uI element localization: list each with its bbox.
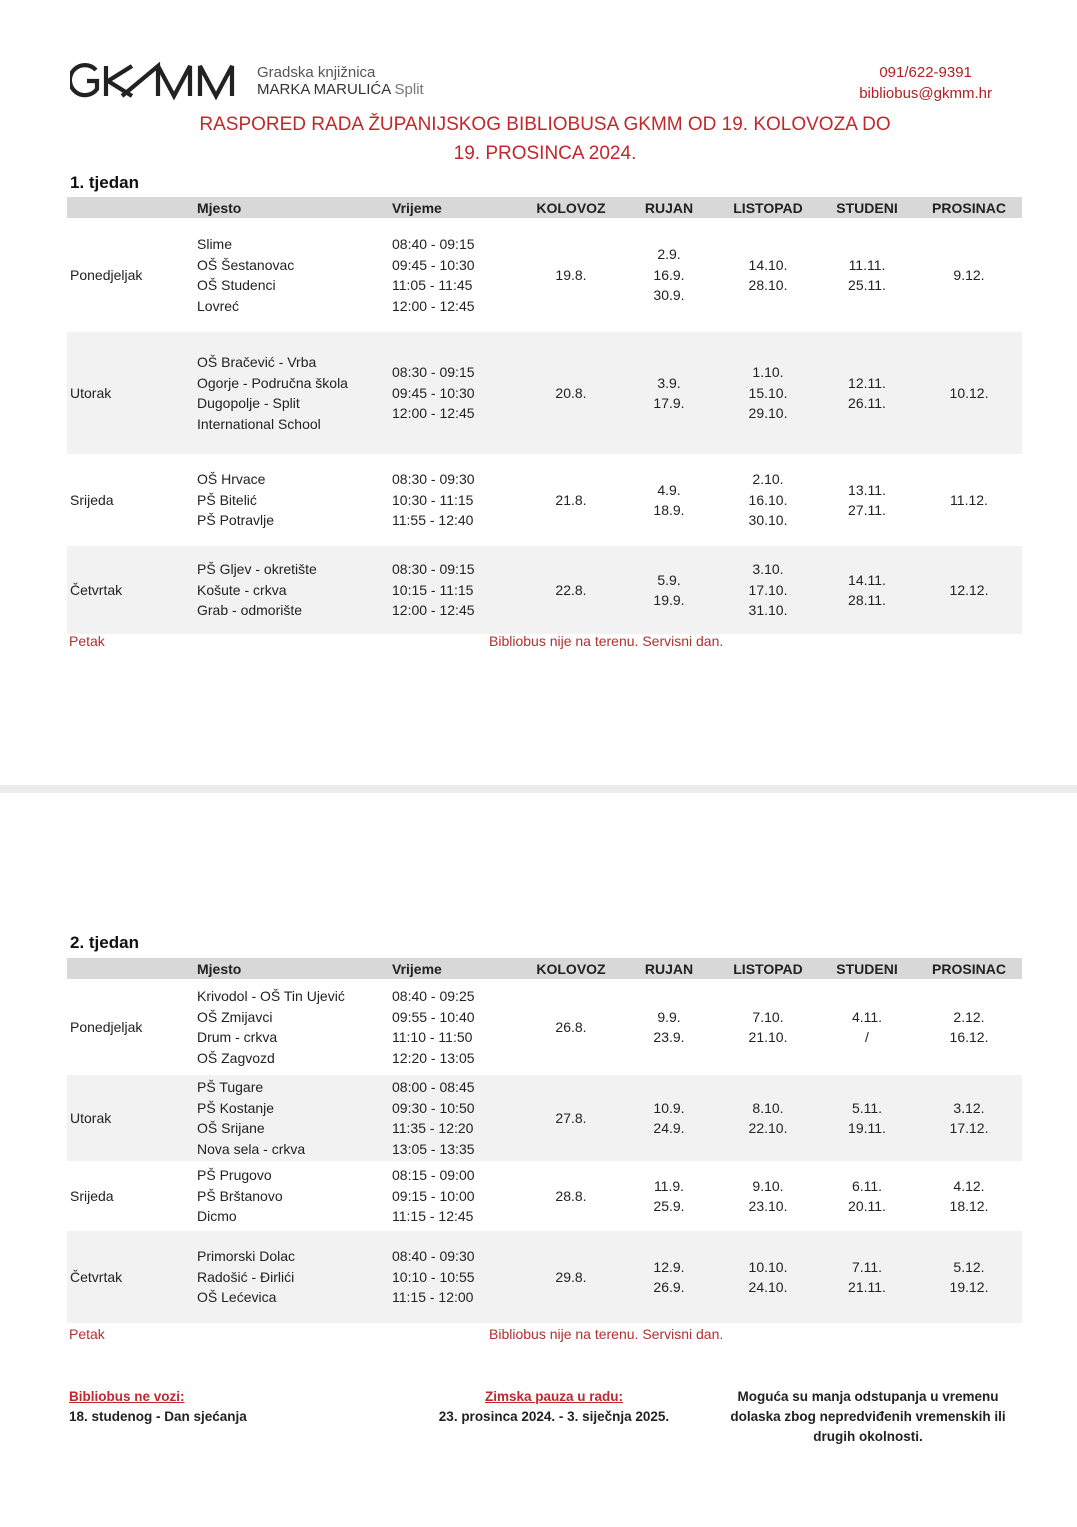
place-cell bbox=[197, 1075, 392, 1161]
rujan-dates-item: 9.9. bbox=[657, 1008, 681, 1025]
place-item: OŠ Hrvace bbox=[197, 471, 266, 488]
header-rujan: RUJAN bbox=[620, 958, 718, 979]
contact-info bbox=[859, 62, 992, 104]
studeni-dates-item: 21.11. bbox=[848, 1279, 886, 1295]
listopad-dates-item: 10.10. bbox=[748, 1258, 788, 1275]
page-title bbox=[160, 110, 930, 168]
studeni-dates-item: 13.11. bbox=[848, 481, 886, 498]
library-name-line2 bbox=[257, 81, 424, 98]
prosinac-dates-item: 11.12. bbox=[950, 491, 988, 508]
no-service-text: 18. studenog - Dan sjećanja bbox=[69, 1409, 247, 1424]
rujan-dates-item: 11.9. bbox=[653, 1177, 685, 1194]
prosinac-dates-cell bbox=[916, 1161, 1022, 1231]
listopad-dates-cell bbox=[718, 218, 818, 332]
studeni-dates-item: 7.11. bbox=[851, 1258, 883, 1275]
time-item: 08:15 - 09:00 bbox=[392, 1167, 475, 1184]
studeni-dates-cell bbox=[818, 454, 916, 546]
kolovoz-dates-item: 29.8. bbox=[555, 1268, 587, 1285]
studeni-dates-item: 27.11. bbox=[848, 502, 886, 518]
listopad-dates-item: 7.10. bbox=[752, 1008, 784, 1025]
listopad-dates-item: 29.10. bbox=[748, 405, 788, 422]
disclaimer-line-1: Moguća su manja odstupanja u vremenu bbox=[737, 1389, 999, 1404]
page-separator bbox=[0, 785, 1077, 793]
day-cell: Četvrtak bbox=[67, 546, 197, 634]
studeni-dates-cell bbox=[818, 546, 916, 634]
time-cell bbox=[392, 332, 522, 454]
rujan-dates-item: 18.9. bbox=[653, 502, 685, 518]
place-item: PŠ Kostanje bbox=[197, 1099, 275, 1116]
prosinac-dates-item: 18.12. bbox=[949, 1198, 989, 1214]
time-item: 12:00 - 12:45 bbox=[392, 602, 475, 619]
place-cell bbox=[197, 454, 392, 546]
place-item: Nova sela - crkva bbox=[197, 1140, 306, 1157]
place-cell bbox=[197, 546, 392, 634]
table-row bbox=[67, 218, 1022, 332]
footer-winter-break bbox=[404, 1387, 704, 1427]
kolovoz-dates-cell bbox=[522, 454, 620, 546]
listopad-dates-cell bbox=[718, 1161, 818, 1231]
kolovoz-dates-cell bbox=[522, 1231, 620, 1323]
rujan-dates-cell bbox=[620, 979, 718, 1075]
rujan-dates-item: 10.9. bbox=[653, 1099, 685, 1116]
header-listopad: LISTOPAD bbox=[718, 958, 818, 979]
rujan-dates-item: 25.9. bbox=[653, 1198, 685, 1214]
time-item: 08:00 - 08:45 bbox=[392, 1079, 475, 1095]
header-place: Mjesto bbox=[197, 958, 392, 979]
time-item: 11:05 - 11:45 bbox=[392, 277, 473, 293]
time-item: 13:05 - 13:35 bbox=[392, 1140, 475, 1157]
rujan-dates-cell bbox=[620, 546, 718, 634]
kolovoz-dates-item: 26.8. bbox=[555, 1018, 587, 1035]
library-name-main: MARKA MARULIĆA bbox=[257, 81, 391, 98]
header-day bbox=[67, 958, 197, 979]
listopad-dates-item: 15.10. bbox=[748, 384, 788, 401]
library-city: Split bbox=[394, 81, 424, 98]
rujan-dates-item: 23.9. bbox=[653, 1029, 685, 1045]
place-item: International School bbox=[197, 415, 321, 432]
place-cell bbox=[197, 218, 392, 332]
time-item: 09:30 - 10:50 bbox=[392, 1099, 475, 1116]
studeni-dates-item: 28.11. bbox=[848, 592, 886, 608]
rujan-dates-item: 12.9. bbox=[653, 1258, 685, 1275]
place-item: PŠ Bitelić bbox=[197, 491, 257, 508]
place-item: OŠ Zmijavci bbox=[197, 1008, 273, 1025]
time-item: 11:15 - 12:45 bbox=[392, 1208, 474, 1225]
table-row bbox=[67, 1075, 1022, 1161]
time-item: 12:00 - 12:45 bbox=[392, 297, 475, 314]
table-header-row bbox=[67, 958, 1022, 979]
place-item: Dicmo bbox=[197, 1208, 237, 1225]
kolovoz-dates-item: 20.8. bbox=[555, 384, 587, 401]
time-item: 10:15 - 11:15 bbox=[392, 581, 474, 598]
time-item: 10:10 - 10:55 bbox=[392, 1268, 475, 1285]
place-item: PŠ Tugare bbox=[197, 1079, 264, 1095]
listopad-dates-item: 22.10. bbox=[748, 1120, 788, 1136]
rujan-dates-cell bbox=[620, 218, 718, 332]
day-cell: Srijeda bbox=[70, 1187, 114, 1204]
kolovoz-dates-item: 27.8. bbox=[555, 1109, 587, 1126]
gkmm-logo-mark-icon bbox=[70, 62, 245, 100]
header-kolovoz: KOLOVOZ bbox=[522, 197, 620, 218]
rujan-dates-item: 3.9. bbox=[657, 374, 681, 391]
place-item: PŠ Prugovo bbox=[197, 1167, 272, 1184]
listopad-dates-item: 30.10. bbox=[748, 512, 788, 529]
day-cell: Ponedjeljak bbox=[70, 1018, 143, 1035]
listopad-dates-cell bbox=[718, 979, 818, 1075]
place-cell bbox=[197, 1231, 392, 1323]
kolovoz-dates-cell bbox=[522, 1075, 620, 1161]
day-cell: Ponedjeljak bbox=[70, 266, 143, 283]
week-1-schedule-table bbox=[67, 197, 1022, 634]
listopad-dates-cell bbox=[718, 454, 818, 546]
header-prosinac: PROSINAC bbox=[916, 197, 1022, 218]
prosinac-dates-item: 10.12. bbox=[949, 384, 989, 401]
kolovoz-dates-item: 21.8. bbox=[555, 491, 587, 508]
week-2-schedule-table bbox=[67, 958, 1022, 1323]
rujan-dates-item: 19.9. bbox=[653, 592, 685, 608]
time-cell bbox=[392, 1075, 522, 1161]
table-row bbox=[67, 1231, 1022, 1323]
kolovoz-dates-item: 19.8. bbox=[555, 266, 587, 283]
listopad-dates-item: 14.10. bbox=[748, 256, 788, 273]
studeni-dates-item: 25.11. bbox=[848, 277, 886, 293]
time-item: 11:10 - 11:50 bbox=[392, 1029, 473, 1045]
table-row bbox=[67, 979, 1022, 1075]
listopad-dates-item: 17.10. bbox=[748, 581, 788, 598]
studeni-dates-item: / bbox=[865, 1029, 869, 1045]
time-cell bbox=[392, 979, 522, 1075]
time-cell bbox=[392, 1231, 522, 1323]
listopad-dates-item: 1.10. bbox=[752, 364, 784, 381]
time-item: 12:20 - 13:05 bbox=[392, 1049, 475, 1066]
time-item: 11:15 - 12:00 bbox=[392, 1289, 474, 1306]
winter-break-text: 23. prosinca 2024. - 3. siječnja 2025. bbox=[438, 1409, 670, 1424]
header-rujan: RUJAN bbox=[620, 197, 718, 218]
rujan-dates-cell bbox=[620, 332, 718, 454]
time-item: 08:30 - 09:15 bbox=[392, 364, 475, 381]
header-time: Vrijeme bbox=[392, 958, 522, 979]
rujan-dates-item: 4.9. bbox=[657, 481, 681, 498]
listopad-dates-item: 3.10. bbox=[752, 561, 784, 578]
prosinac-dates-item: 4.12. bbox=[953, 1177, 985, 1194]
place-item: Lovreć bbox=[197, 297, 240, 314]
prosinac-dates-item: 3.12. bbox=[953, 1099, 985, 1116]
listopad-dates-item: 21.10. bbox=[748, 1029, 788, 1045]
day-cell: Utorak bbox=[67, 1075, 197, 1161]
time-cell bbox=[392, 546, 522, 634]
time-cell bbox=[392, 1161, 522, 1231]
listopad-dates-item: 16.10. bbox=[748, 491, 788, 508]
prosinac-dates-cell bbox=[916, 1075, 1022, 1161]
place-item: OŠ Šestanovac bbox=[197, 256, 295, 273]
prosinac-dates-item: 19.12. bbox=[949, 1279, 989, 1295]
studeni-dates-item: 26.11. bbox=[848, 395, 886, 411]
time-item: 09:45 - 10:30 bbox=[392, 256, 475, 273]
time-item: 08:40 - 09:25 bbox=[392, 988, 475, 1004]
prosinac-dates-item: 17.12. bbox=[949, 1120, 989, 1136]
time-item: 08:40 - 09:15 bbox=[392, 236, 475, 252]
time-item: 08:30 - 09:30 bbox=[392, 471, 475, 488]
prosinac-dates-item: 12.12. bbox=[949, 581, 989, 598]
rujan-dates-cell bbox=[620, 1075, 718, 1161]
prosinac-dates-cell bbox=[916, 218, 1022, 332]
no-service-heading: Bibliobus ne vozi: bbox=[69, 1389, 185, 1404]
friday-label: Petak bbox=[69, 1326, 105, 1342]
time-item: 08:30 - 09:15 bbox=[392, 561, 475, 578]
listopad-dates-cell bbox=[718, 1231, 818, 1323]
time-item: 09:45 - 10:30 bbox=[392, 384, 475, 401]
place-item: Grab - odmorište bbox=[197, 602, 303, 619]
studeni-dates-item: 5.11. bbox=[851, 1099, 883, 1116]
place-item: Ogorje - Područna škola bbox=[197, 374, 348, 391]
kolovoz-dates-cell bbox=[522, 979, 620, 1075]
place-item: OŠ Srijane bbox=[197, 1120, 265, 1136]
time-cell bbox=[392, 218, 522, 332]
phone-number: 091/622-9391 bbox=[879, 64, 972, 81]
header-time: Vrijeme bbox=[392, 197, 522, 218]
title-line-2: 19. PROSINCA 2024. bbox=[453, 143, 637, 164]
rujan-dates-item: 24.9. bbox=[653, 1120, 685, 1136]
studeni-dates-item: 20.11. bbox=[848, 1198, 886, 1214]
kolovoz-dates-item: 28.8. bbox=[555, 1187, 587, 1204]
header-prosinac: PROSINAC bbox=[916, 958, 1022, 979]
prosinac-dates-item: 5.12. bbox=[953, 1258, 985, 1275]
listopad-dates-item: 31.10. bbox=[748, 602, 788, 619]
friday-service-note: Bibliobus nije na terenu. Servisni dan. bbox=[489, 633, 724, 649]
rujan-dates-cell bbox=[620, 1161, 718, 1231]
prosinac-dates-cell bbox=[916, 546, 1022, 634]
studeni-dates-item: 11.11. bbox=[848, 256, 886, 273]
studeni-dates-item: 19.11. bbox=[848, 1120, 886, 1136]
rujan-dates-cell bbox=[620, 454, 718, 546]
studeni-dates-item: 4.11. bbox=[851, 1008, 883, 1025]
kolovoz-dates-item: 22.8. bbox=[555, 581, 587, 598]
rujan-dates-item: 26.9. bbox=[653, 1279, 685, 1295]
rujan-dates-cell bbox=[620, 1231, 718, 1323]
kolovoz-dates-cell bbox=[522, 332, 620, 454]
rujan-dates-item: 16.9. bbox=[653, 266, 685, 283]
friday-service-note: Bibliobus nije na terenu. Servisni dan. bbox=[489, 1326, 724, 1342]
time-item: 09:15 - 10:00 bbox=[392, 1187, 475, 1204]
place-item: OŠ Lećevica bbox=[197, 1289, 277, 1306]
listopad-dates-item: 9.10. bbox=[752, 1177, 784, 1194]
place-cell bbox=[197, 332, 392, 454]
studeni-dates-cell bbox=[818, 218, 916, 332]
listopad-dates-item: 24.10. bbox=[748, 1279, 788, 1295]
place-item: Drum - crkva bbox=[197, 1029, 278, 1045]
place-item: PŠ Brštanovo bbox=[197, 1187, 283, 1204]
time-item: 11:35 - 12:20 bbox=[392, 1120, 474, 1136]
place-item: OŠ Zagvozd bbox=[197, 1049, 275, 1066]
page-2 bbox=[0, 793, 1077, 1527]
studeni-dates-cell bbox=[818, 332, 916, 454]
table-row bbox=[67, 454, 1022, 546]
listopad-dates-item: 23.10. bbox=[748, 1198, 788, 1214]
prosinac-dates-cell bbox=[916, 332, 1022, 454]
week-2-label: 2. tjedan bbox=[70, 933, 139, 952]
listopad-dates-cell bbox=[718, 332, 818, 454]
table-header-row bbox=[67, 197, 1022, 218]
kolovoz-dates-cell bbox=[522, 546, 620, 634]
header-kolovoz: KOLOVOZ bbox=[522, 958, 620, 979]
week-1-label: 1. tjedan bbox=[70, 173, 139, 192]
studeni-dates-cell bbox=[818, 1231, 916, 1323]
place-item: Radošić - Đirlići bbox=[197, 1268, 295, 1285]
listopad-dates-item: 2.10. bbox=[752, 471, 784, 488]
header-listopad: LISTOPAD bbox=[718, 197, 818, 218]
header-studeni: STUDENI bbox=[818, 197, 916, 218]
header-day bbox=[67, 197, 197, 218]
time-item: 11:55 - 12:40 bbox=[392, 512, 474, 529]
studeni-dates-cell bbox=[818, 1161, 916, 1231]
table-row bbox=[67, 546, 1022, 634]
place-item: OŠ Studenci bbox=[197, 277, 276, 293]
place-item: Primorski Dolac bbox=[197, 1248, 296, 1265]
kolovoz-dates-cell bbox=[522, 1161, 620, 1231]
header-studeni: STUDENI bbox=[818, 958, 916, 979]
prosinac-dates-item: 16.12. bbox=[949, 1029, 989, 1045]
place-item: Slime bbox=[197, 236, 233, 252]
prosinac-dates-item: 2.12. bbox=[953, 1008, 985, 1025]
place-cell bbox=[197, 1161, 392, 1231]
time-item: 08:40 - 09:30 bbox=[392, 1248, 475, 1265]
studeni-dates-item: 14.11. bbox=[848, 571, 886, 588]
time-cell bbox=[392, 454, 522, 546]
library-name-line1: Gradska knjižnica bbox=[257, 64, 376, 81]
prosinac-dates-cell bbox=[916, 979, 1022, 1075]
place-item: Krivodol - OŠ Tin Ujević bbox=[197, 988, 345, 1004]
time-item: 12:00 - 12:45 bbox=[392, 405, 475, 422]
disclaimer-line-3: drugih okolnosti. bbox=[813, 1429, 923, 1444]
listopad-dates-item: 28.10. bbox=[748, 277, 788, 293]
email-address[interactable]: bibliobus@gkmm.hr bbox=[859, 85, 992, 102]
time-item: 09:55 - 10:40 bbox=[392, 1008, 475, 1025]
studeni-dates-cell bbox=[818, 1075, 916, 1161]
title-line-1: RASPORED RADA ŽUPANIJSKOG BIBLIOBUSA GKMM OD 19. KOLOVOZA DO bbox=[199, 114, 891, 135]
rujan-dates-item: 30.9. bbox=[653, 287, 685, 304]
prosinac-dates-item: 9.12. bbox=[953, 266, 985, 283]
rujan-dates-item: 5.9. bbox=[657, 571, 681, 588]
listopad-dates-cell bbox=[718, 546, 818, 634]
place-item: PŠ Gljev - okretište bbox=[197, 561, 317, 578]
table-row bbox=[67, 332, 1022, 454]
time-item: 10:30 - 11:15 bbox=[392, 491, 474, 508]
place-cell bbox=[197, 979, 392, 1075]
place-item: OŠ Bračević - Vrba bbox=[197, 354, 317, 370]
listopad-dates-cell bbox=[718, 1075, 818, 1161]
studeni-dates-cell bbox=[818, 979, 916, 1075]
rujan-dates-item: 2.9. bbox=[657, 246, 681, 263]
prosinac-dates-cell bbox=[916, 1231, 1022, 1323]
disclaimer-line-2: dolaska zbog nepredviđenih vremenskih ili bbox=[730, 1409, 1006, 1424]
header-place: Mjesto bbox=[197, 197, 392, 218]
footer-no-service bbox=[69, 1387, 247, 1427]
studeni-dates-item: 12.11. bbox=[848, 374, 886, 391]
footer-disclaimer bbox=[718, 1387, 1018, 1447]
place-item: Dugopolje - Split bbox=[197, 395, 300, 411]
place-item: Košute - crkva bbox=[197, 581, 287, 598]
day-cell: Srijeda bbox=[70, 491, 114, 508]
day-cell: Utorak bbox=[67, 332, 197, 454]
winter-break-heading: Zimska pauza u radu: bbox=[484, 1389, 624, 1404]
prosinac-dates-cell bbox=[916, 454, 1022, 546]
place-item: PŠ Potravlje bbox=[197, 512, 275, 529]
listopad-dates-item: 8.10. bbox=[752, 1099, 784, 1116]
kolovoz-dates-cell bbox=[522, 218, 620, 332]
rujan-dates-item: 17.9. bbox=[653, 395, 685, 411]
friday-label: Petak bbox=[69, 633, 105, 649]
studeni-dates-item: 6.11. bbox=[851, 1177, 883, 1194]
table-row bbox=[67, 1161, 1022, 1231]
day-cell: Četvrtak bbox=[67, 1231, 197, 1323]
library-logo bbox=[70, 62, 424, 100]
